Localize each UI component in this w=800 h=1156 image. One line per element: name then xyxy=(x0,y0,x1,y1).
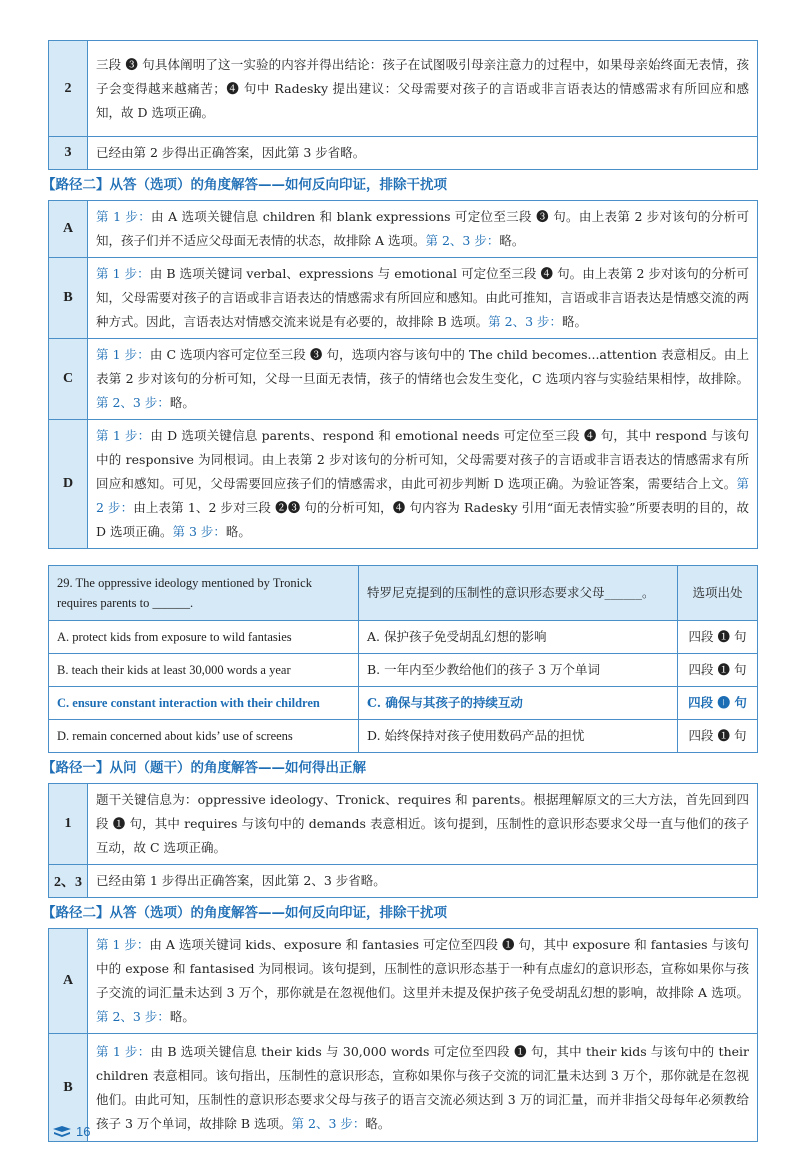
analysis-tail: 略。 xyxy=(562,314,588,329)
option-analysis xyxy=(88,929,758,1034)
option-english: A. protect kids from exposure to wild fantasies xyxy=(49,621,359,654)
step-label: 2 xyxy=(49,41,88,137)
step23-label: 第 2、3 步： xyxy=(96,1009,170,1024)
option-label: B xyxy=(49,1034,88,1142)
analysis-body-2: 由上表第 1、2 步对三段 ❷❸ 句的分析可知，❹ 句内容为 Radesky 引用“面无表情实验”所要表明的目的，故 D 选项正确。 xyxy=(96,500,749,539)
book-icon xyxy=(52,1126,72,1138)
analysis-tail: 略。 xyxy=(225,524,251,539)
q29-header-row xyxy=(49,566,758,621)
option-chinese: D. 始终保持对孩子使用数码产品的担忧 xyxy=(359,720,678,753)
q29-stem-english: 29. The oppressive ideology mentioned by Tronick requires parents to ______. xyxy=(49,566,359,621)
table-row xyxy=(49,420,758,549)
option-chinese: B. 一年内至少教给他们的孩子 3 万个单词 xyxy=(359,654,678,687)
analysis-body: 由 A 选项关键词 kids、exposure 和 fantasies 可定位至四段 ❶ 句，其中 exposure 和 fantasies 与该句中的 expose 和 fantasised 为同根词。该句提到，压制性的意识形态基于一种有点虚幻的意识形态，宣称如果你与孩子交流的词汇量未达到 3 万个，那你就是在忽视他们。这里并未提及保护孩子免受胡乱幻想的影响，故排除 A 选项。 xyxy=(96,937,749,1000)
option-label: A xyxy=(49,929,88,1034)
analysis-body: 由 D 选项关键信息 parents、respond 和 emotional needs 可定位至三段 ❹ 句，其中 respond 与该句中的 responsive 为同根词。由上表第 2 步对该句的分析可知，父母需要对孩子的言语或非言语表达的情感需求有所回应和感知。可见，父母需要回应孩子们的情感需求，由此可初步判断 D 选项正确。为验证答案，需要结合上文。 xyxy=(96,428,749,491)
table-row xyxy=(49,339,758,420)
step3-label: 第 3 步： xyxy=(172,524,226,539)
route1-title: 【路径一】从问（题干）的角度解答——如何得出正解 xyxy=(42,760,366,776)
q29-source-header: 选项出处 xyxy=(678,566,758,621)
step-text: 已经由第 2 步得出正确答案，因此第 3 步省略。 xyxy=(88,137,758,170)
analysis-body: 由 B 选项关键信息 their kids 与 30,000 words 可定位至四段 ❶ 句，其中 their kids 与该句中的 their children 表意相同。该句指出，压制性的意识形态，宣称如果你与孩子交流的词汇量未达到 3 万个，那你就是在忽视他们。由此可知，压制性的意识形态要求父母与孩子的语言交流必须达到 3 万的词汇量，而并非指父母每年必须教给孩子 3 万个单词，故排除 B 选项。 xyxy=(96,1043,749,1131)
option-label: B xyxy=(49,258,88,339)
step1-label: 第 1 步： xyxy=(96,1043,151,1059)
page-footer xyxy=(52,1124,90,1139)
option-source: 四段 ❶ 句 xyxy=(678,720,758,753)
step23-label: 第 2、3 步： xyxy=(488,314,562,329)
analysis-tail: 略。 xyxy=(169,1009,195,1024)
analysis-tail: 略。 xyxy=(169,395,195,410)
option-label: D xyxy=(49,420,88,549)
option-analysis xyxy=(88,339,758,420)
route2-title: 【路径二】从答（选项）的角度解答——如何反向印证，排除干扰项 xyxy=(42,177,447,193)
analysis-body: 由 B 选项关键词 verbal、expressions 与 emotional 可定位至三段 ❹ 句。由上表第 2 步对该句的分析可知，父母需要对孩子的言语或非言语表达的情感需求有所回应和感知。由此可推知，言语或非言语表达是情感交流的两种方式。因此，言语表达对情感交流来说是有必要的，故排除 B 选项。 xyxy=(96,266,749,329)
q29-stem-chinese: 特罗尼克提到的压制性的意识形态要求父母______。 xyxy=(359,566,678,621)
step-label: 2、3 xyxy=(49,865,88,898)
step1-label: 第 1 步： xyxy=(96,428,151,443)
step1-label: 第 1 步： xyxy=(96,937,150,952)
step-text: 题干关键信息为：oppressive ideology、Tronick、requires 和 parents。根据理解原文的三大方法，首先回到四段 ❶ 句，其中 requires 与该句中的 demands 表意相近。该句提到，压制性的意识形态要求父母一直与他们的孩子互动，故 C 选项正确。 xyxy=(88,784,758,865)
option-label: C xyxy=(49,339,88,420)
option-english: B. teach their kids at least 30,000 words a year xyxy=(49,654,359,687)
table-row xyxy=(49,621,758,654)
option-source: 四段 ❶ 句 xyxy=(678,621,758,654)
table-row xyxy=(49,929,758,1034)
table-row xyxy=(49,201,758,258)
table-row xyxy=(49,720,758,753)
option-english: D. remain concerned about kids’ use of screens xyxy=(49,720,359,753)
option-analysis xyxy=(88,258,758,339)
q29-route1-table xyxy=(48,783,758,898)
option-chinese: C. 确保与其孩子的持续互动 xyxy=(359,687,678,720)
step-label: 3 xyxy=(49,137,88,170)
analysis-body: 由 C 选项内容可定位至三段 ❸ 句，选项内容与该句中的 The child becomes...attention 表意相反。由上表第 2 步对该句的分析可知，父母一旦面无表情，孩子的情绪也会发生变化，C 选项内容与实验结果相悖，故排除。 xyxy=(96,347,749,386)
step23-label: 第 2、3 步： xyxy=(425,233,500,248)
step-text: 三段 ❸ 句具体阐明了这一实验的内容并得出结论：孩子在试图吸引母亲注意力的过程中，如果母亲始终面无表情，孩子会变得越来越痛苦；❹ 句中 Radesky 提出建议：父母需要对孩子的言语或非言语表达的情感需求有所回应和感知，故 D 选项正确。 xyxy=(88,41,758,137)
page-number: 16 xyxy=(76,1124,91,1139)
option-source: 四段 ❶ 句 xyxy=(678,687,758,720)
page-content xyxy=(42,40,758,1142)
analysis-tail: 略。 xyxy=(365,1115,391,1131)
option-analysis xyxy=(88,1034,758,1142)
route2-title: 【路径二】从答（选项）的角度解答——如何反向印证，排除干扰项 xyxy=(42,905,447,921)
option-analysis xyxy=(88,420,758,549)
step23-label: 第 2、3 步： xyxy=(96,395,170,410)
step2-label: 第 2 步： xyxy=(96,476,749,515)
table-row xyxy=(49,865,758,898)
q28-route1-table xyxy=(48,40,758,170)
option-chinese: A. 保护孩子免受胡乱幻想的影响 xyxy=(359,621,678,654)
step-text: 已经由第 1 步得出正确答案，因此第 2、3 步省略。 xyxy=(88,865,758,898)
q28-route2-table xyxy=(48,200,758,549)
table-row xyxy=(49,137,758,170)
step23-label: 第 2、3 步： xyxy=(291,1115,366,1131)
q29-route2-table xyxy=(48,928,758,1142)
step1-label: 第 1 步： xyxy=(96,266,150,281)
table-row-correct xyxy=(49,687,758,720)
table-row xyxy=(49,1034,758,1142)
table-row xyxy=(49,41,758,137)
q29-table xyxy=(48,565,758,753)
table-row xyxy=(49,654,758,687)
option-source: 四段 ❶ 句 xyxy=(678,654,758,687)
option-english: C. ensure constant interaction with their children xyxy=(49,687,359,720)
option-label: A xyxy=(49,201,88,258)
table-row xyxy=(49,258,758,339)
analysis-tail: 略。 xyxy=(499,233,525,248)
table-row xyxy=(49,784,758,865)
step1-label: 第 1 步： xyxy=(96,347,150,362)
analysis-body: 由 A 选项关键信息 children 和 blank expressions 可定位至三段 ❸ 句。由上表第 2 步对该句的分析可知，孩子们并不适应父母面无表情的状态，故排除 A 选项。 xyxy=(96,209,749,248)
option-analysis xyxy=(88,201,758,258)
step1-label: 第 1 步： xyxy=(96,209,152,224)
step-label: 1 xyxy=(49,784,88,865)
